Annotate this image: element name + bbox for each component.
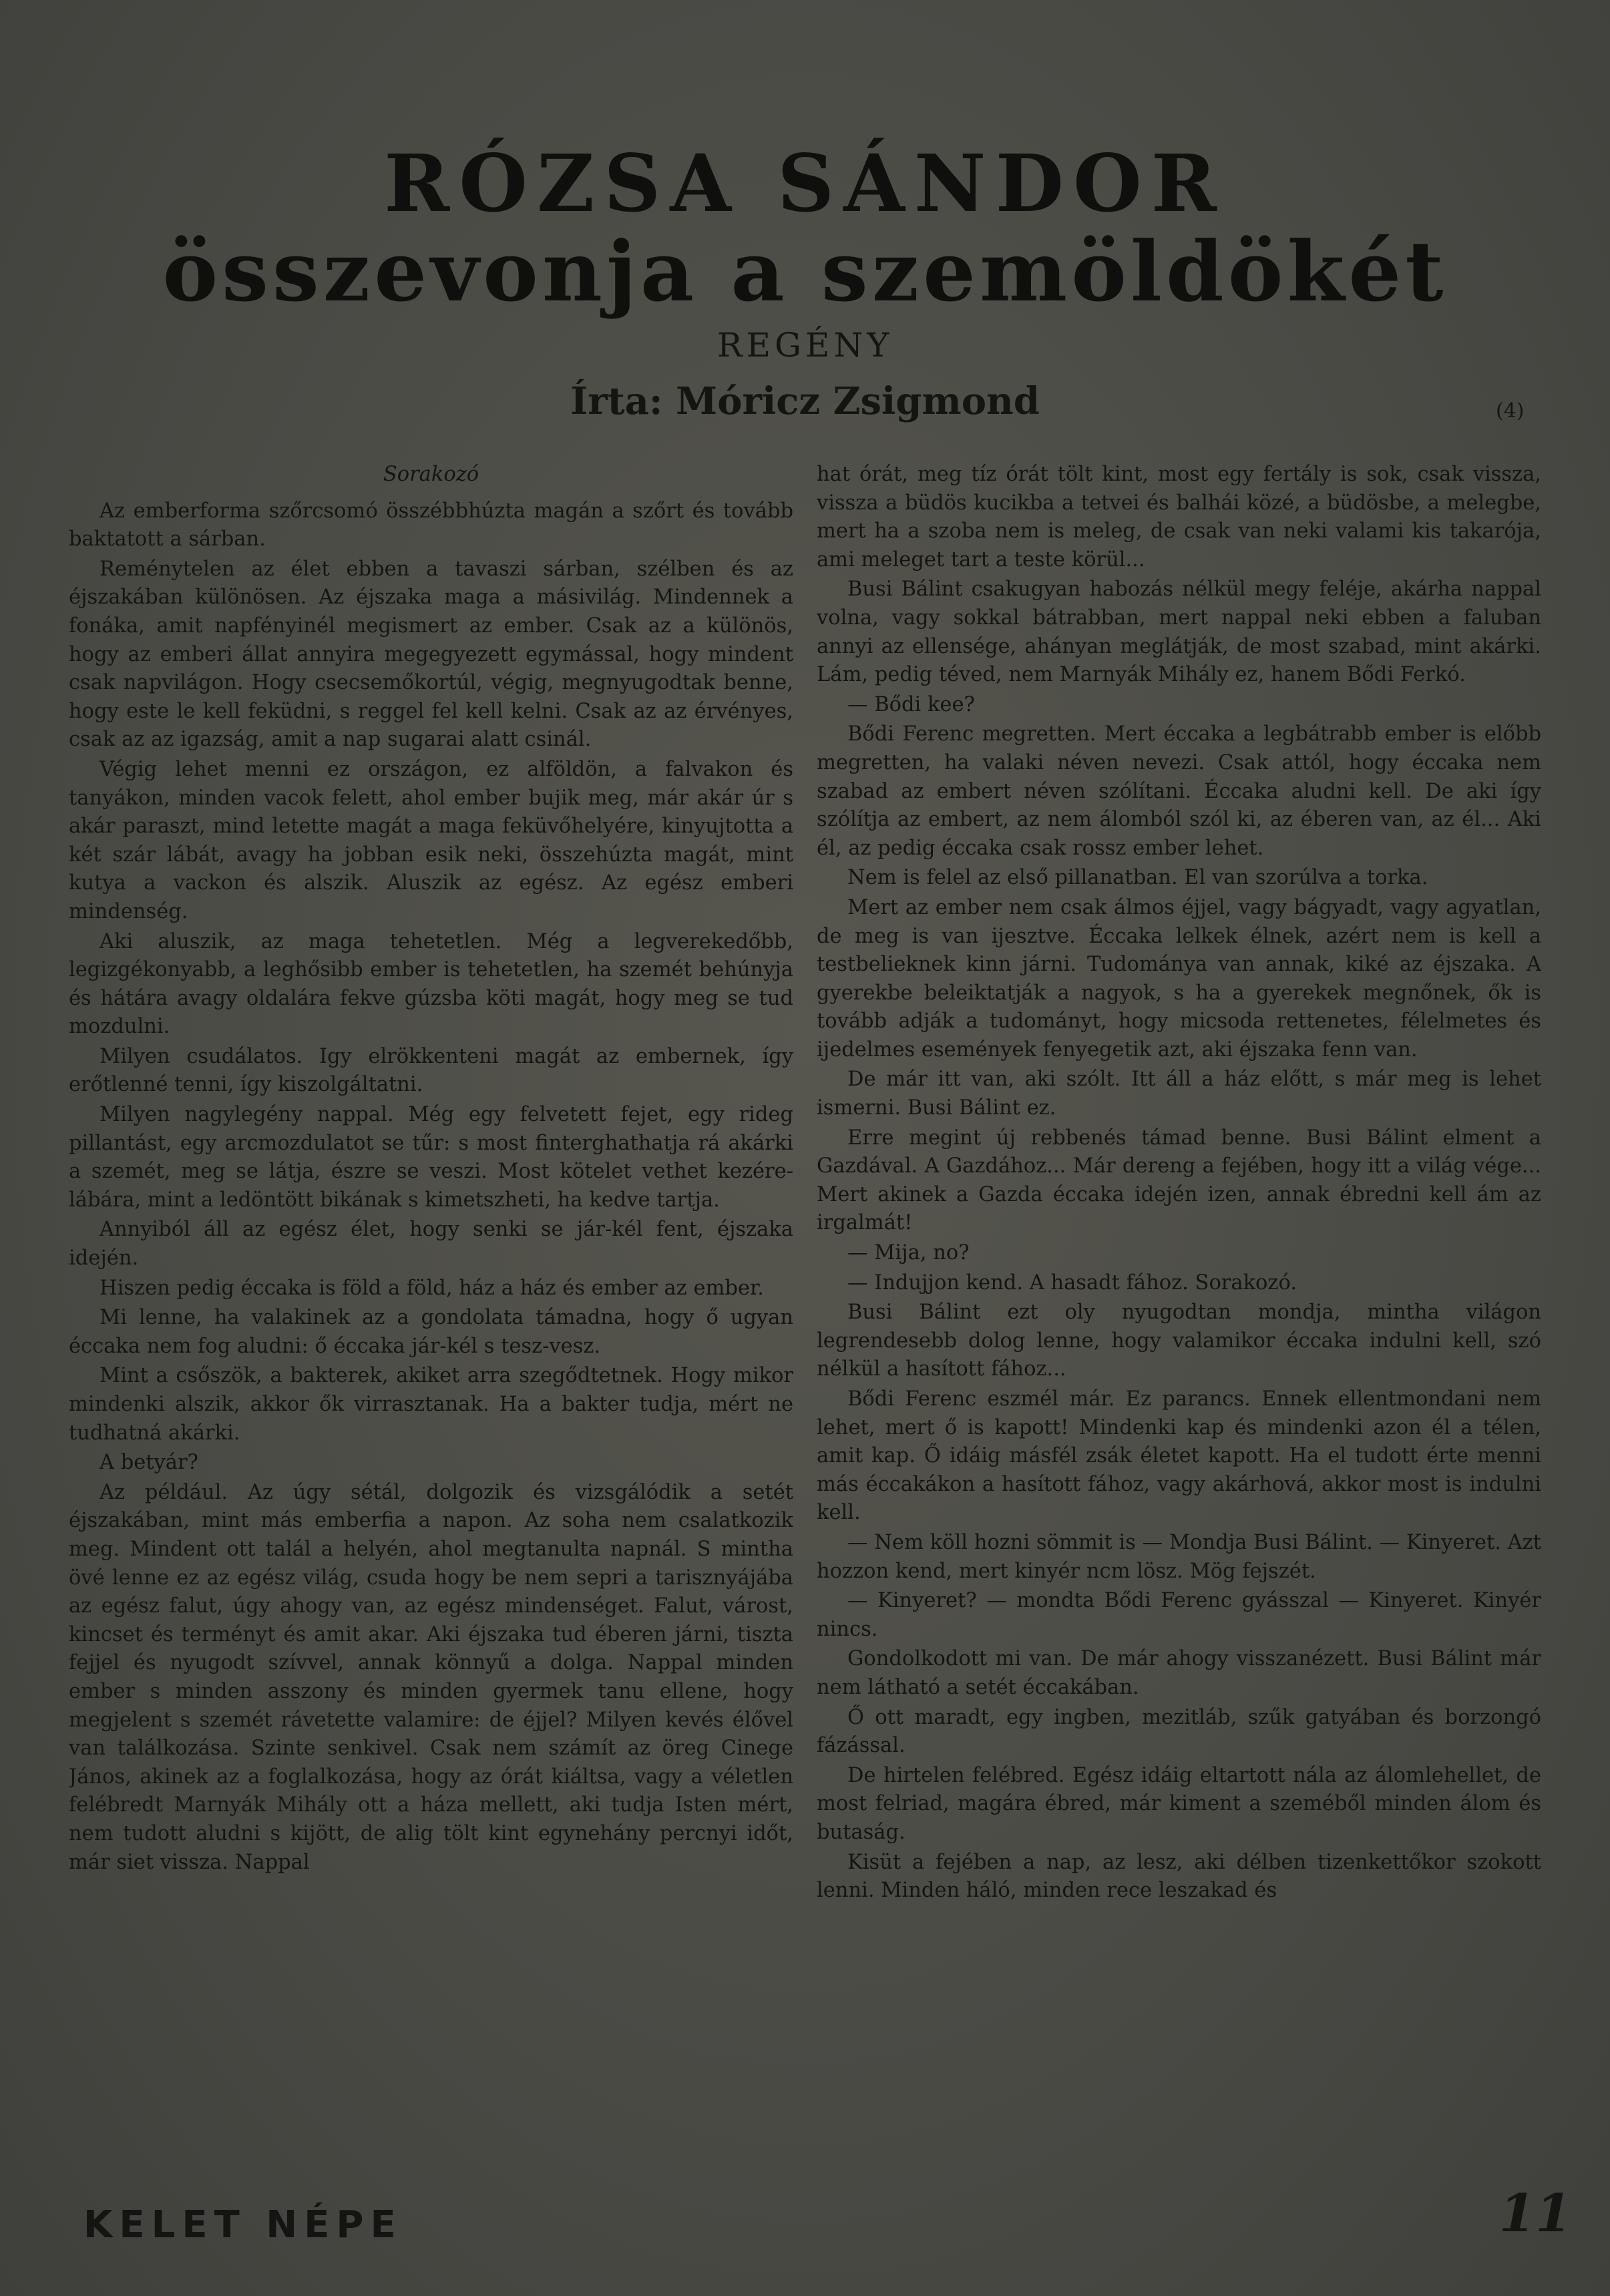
paragraph: Bődi Ferenc megretten. Mert éccaka a legbátrabb ember is előbb megretten, ha valaki néven nevezi. Csak attól, hogy éccaka nem szabad az embert néven szólítani. Éccaka aludni kell. De aki így szólítja az embert, az nem álomból szól ki, az éberen van, az él... Aki él, az pedig éccaka csak rossz ember lehet.: [817, 722, 1541, 860]
title-line-1: RÓZSA SÁNDOR: [384, 137, 1226, 230]
paragraph: Az például. Az úgy sétál, dolgozik és vizsgálódik a setét éjszakában, mint más emberfia a napon. Az soha nem csalatkozik meg. Mindent ott talál a helyén, ahol megtanulta napnál. S mintha övé lenne ez az egész világ, csuda hogy be nem sepri a tarisznyájába az egész falut, úgy ahogy van, az egész mindenséget. Falut, várost, kincset és terményt és amit akar. Aki éjszaka tud éberen járni, tiszta fejjel és nyugodt szívvel, annak könnyű a dolga. Nappal minden ember s minden asszony és minden gyermek tanu ellene, hogy megjelent s szemét rávetette valamire: de éjjel? Milyen kevés élővel van találkozása. Szinte senkivel. Csak nem számít az öreg Cinege János, akinek az a foglalkozása, hogy az órát kiáltsa, vagy a véletlen felébredt Marnyák Mihály ott a háza mellett, aki tudja Isten mért, nem tudott aludni s kijött, de alig tölt kint egynehány percnyi időt, már siet vissza. Nappal: [69, 1480, 793, 1874]
paragraph: — Nem köll hozni sömmit is — Mondja Busi Bálint. — Kinyeret. Azt hozzon kend, mert kinyér ncm lösz. Mög fejszét.: [817, 1530, 1541, 1583]
paragraph: A betyár?: [99, 1451, 198, 1475]
paragraph: Milyen csudálatos. Igy elrökkenteni magát az embernek, így erőtlenné tenni, így kiszolgáltatni.: [69, 1044, 793, 1097]
paragraph: Erre megint új rebbenés támad benne. Busi Bálint elment a Gazdával. A Gazdához... Már dereng a fejében, hogy itt a világ vége... Mert akinek a Gazda éccaka idején izen, annak ébredni kell ám az irgalmát!: [817, 1126, 1541, 1235]
paragraph: Busi Bálint ezt oly nyugodtan mondja, mintha világon legrendesebb dolog lenne, hogy valamikor éccaka indulni kell, szó nélkül a hasított fához...: [817, 1301, 1541, 1381]
paragraph: De hirtelen felébred. Egész idáig eltartott nála az álomlehellet, de most felriad, magára ébred, már kiment a szeméből minden álom és butaság.: [817, 1763, 1541, 1844]
paragraph: Mert az ember nem csak álmos éjjel, vagy bágyadt, vagy agyatlan, de meg is van ijesztve. Éccaka lelkek élnek, azért nem is kell a testbelieknek kinn járni. Tudománya van annak, kiké az éjszaka. A gyerekbe beleiktatják a nagyok, s ha a gyerekek megnőnek, ők is tovább adják a tudományt, hogy micsoda rettenetes, félelmetes és ijedelmes események fenyegetik azt, aki éjszaka fenn van.: [817, 895, 1541, 1062]
paragraph: hat órát, meg tíz órát tölt kint, most egy fertály is sok, csak vissza, vissza a büdös kucikba a tetvei és balhái közé, a büdösbe, a melegbe, mert ha a szoba nem is meleg, de csak van neki valami kis takarója, ami meleget tart a teste körül...: [817, 463, 1541, 571]
paragraph: Busi Bálint csakugyan habozás nélkül megy feléje, akárha nappal volna, vagy sokkal bátrabban, mert nappal neki ebben a faluban annyi az ellensége, ahányan meglátják, de most szabad, mint akárki. Lám, pedig téved, nem Marnyák Mihály ez, hanem Bődi Ferkó.: [817, 578, 1541, 687]
paragraph: Bődi Ferenc eszmél már. Ez parancs. Ennek ellentmondani nem lehet, mert ő is kapott! Mindenki kap és mindenki azon él a télen, amit kap. Ő idáig másfél zsák életet kapott. Ha el tudott érte menni más éccakákon a hasított fához, vagy akárhová, akkor most is indulni kell.: [817, 1387, 1541, 1525]
section-heading: Sorakozó: [383, 463, 479, 486]
genre-label: REGÉNY: [717, 326, 893, 365]
paragraph: — Mija, no?: [847, 1241, 970, 1265]
paragraph: Ő ott maradt, egy ingben, mezitláb, szűk gatyában és borzongó fázással.: [817, 1705, 1541, 1758]
paragraph: Végig lehet menni ez országon, ez alföldön, a falvakon és tanyákon, minden vacok felett, ahol ember bujik meg, már akár úr s akár paraszt, mind letette magát a maga feküvőhelyére, kinyujtotta a két szár lábát, avagy ha jobban esik neki, összehúzta magát, mint kutya a vackon és alszik. Aluszik az egész. Az egész emberi mindenség.: [69, 757, 793, 923]
title-line-2: összevonja a szemöldökét: [162, 224, 1448, 320]
installment-number: (4): [1496, 399, 1525, 423]
left-column: [69, 461, 793, 2170]
right-column: [817, 461, 1541, 2170]
paragraph: Milyen nagylegény nappal. Még egy felvetett fejet, egy rideg pillantást, egy arcmozdulatot se tűr: s most finterghathatja rá akárki a szemét, meg se látja, észre se veszi. Most kötelet vethet kezére-lábára, mint a ledöntött bikának s kimetszheti, ha kedve tartja.: [69, 1103, 793, 1212]
paragraph: — Kinyeret? — mondta Bődi Ferenc gyásszal — Kinyeret. Kinyér nincs.: [817, 1589, 1541, 1641]
paragraph: Nem is felel az első pillanatban. El van szorúlva a torka.: [847, 866, 1428, 890]
publication-name: KELET NÉPE: [83, 2203, 403, 2247]
paragraph: Aki aluszik, az maga tehetetlen. Még a legverekedőbb, legizgékonyabb, a leghősibb ember is tehetetlen, ha szemét behúnyja és hátára avagy oldalára fekve gúzsba köti magát, hogy meg se tud mozdulni.: [69, 929, 793, 1039]
paragraph: Gondolkodott mi van. De már ahogy visszanézett. Busi Bálint már nem látható a setét éccakában.: [817, 1647, 1541, 1699]
paragraph: Kisüt a fejében a nap, az lesz, aki délben tizenkettőkor szokott lenni. Minden háló, minden rece leszakad és: [817, 1850, 1541, 1903]
paragraph: Az emberforma szőrcsomó összébbhúzta magán a szőrt és tovább baktatott a sárban.: [69, 499, 793, 551]
paragraph: De már itt van, aki szólt. Itt áll a ház előtt, s már meg is lehet ismerni. Busi Bálint ez.: [817, 1068, 1541, 1120]
paragraph: Mint a csőszök, a bakterek, akiket arra szegődtetnek. Hogy mikor mindenki alszik, akkor ők virrasztanak. Ha a bakter tudja, mért ne tudhatná akárki.: [69, 1364, 793, 1445]
author-line: Írta: Móricz Zsigmond: [570, 379, 1040, 423]
paragraph: Annyiból áll az egész élet, hogy senki se jár-kél fent, éjszaka idején.: [69, 1218, 793, 1271]
paragraph: Reménytelen az élet ebben a tavaszi sárban, szélben és az éjszakában különösen. Az éjszaka maga a másivilág. Mindennek a fonáka, amit napfényinél megismert az ember. Csak az a különös, hogy az emberi állat annyira megegyezett egymással, hogy mindent csak napvilágon. Hogy csecsemőkortúl, végig, megnyugodtak benne, hogy este le kell feküdni, s reggel fel kell kelni. Csak az az érvényes, csak az az igazság, amit a nap sugarai alatt csinál.: [69, 557, 793, 752]
paragraph: Hiszen pedig éccaka is föld a föld, ház a ház és ember az ember.: [99, 1276, 764, 1300]
paragraph: Mi lenne, ha valakinek az a gondolata támadna, hogy ő ugyan éccaka nem fog aludni: ő éccaka jár-kél s tesz-vesz.: [69, 1306, 793, 1358]
paragraph: — Bődi kee?: [847, 692, 975, 716]
paragraph: — Indujjon kend. A hasadt fához. Sorakozó.: [847, 1271, 1297, 1295]
page-number: 11: [1499, 2183, 1572, 2244]
